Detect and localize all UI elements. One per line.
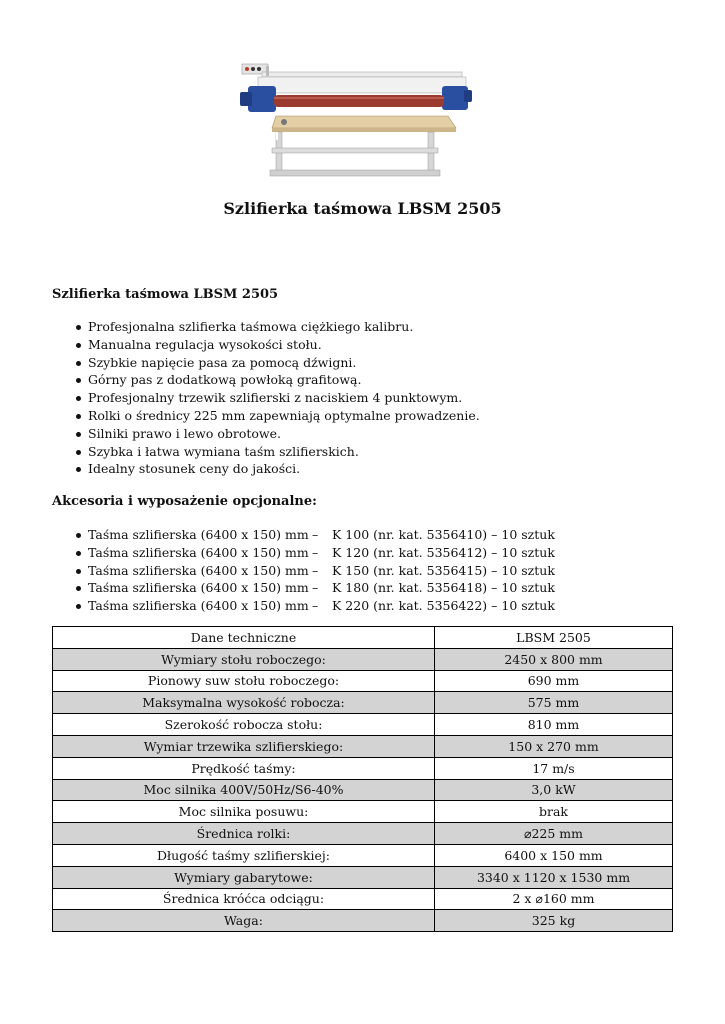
table-row	[53, 714, 673, 736]
table-row	[53, 735, 673, 757]
table-row	[53, 692, 673, 714]
table-cell: 575 mm	[435, 692, 673, 714]
list-item: Taśma szlifierska (6400 x 150) mm – K 180 (nr. kat. 5356418) – 10 sztuk	[88, 580, 555, 596]
table-row	[53, 648, 673, 670]
list-item: Górny pas z dodatkową powłoką grafitową.	[88, 371, 480, 389]
table-header-row	[53, 627, 673, 649]
table-header-cell: LBSM 2505	[435, 627, 673, 649]
list-item: Profesjonalna szlifierka taśmowa ciężkiego kalibru.	[88, 318, 480, 336]
list-item: Szybka i łatwa wymiana taśm szlifierskich.	[88, 443, 480, 461]
table-cell: Maksymalna wysokość robocza:	[53, 692, 435, 714]
table-cell: 150 x 270 mm	[435, 735, 673, 757]
table-cell: Moc silnika 400V/50Hz/S6-40%	[53, 779, 435, 801]
table-cell: Moc silnika posuwu:	[53, 801, 435, 823]
list-item: Taśma szlifierska (6400 x 150) mm – K 150 (nr. kat. 5356415) – 10 sztuk	[88, 562, 555, 578]
table-cell: 2450 x 800 mm	[435, 648, 673, 670]
section-heading: Szlifierka taśmowa LBSM 2505	[52, 287, 279, 302]
list-item: Taśma szlifierska (6400 x 150) mm – K 120 (nr. kat. 5356412) – 10 sztuk	[88, 544, 555, 560]
table-header-cell: Dane techniczne	[53, 627, 435, 649]
table-cell: Wymiar trzewika szlifierskiego:	[53, 735, 435, 757]
table-cell: Średnica rolki:	[53, 823, 435, 845]
features-list	[52, 318, 480, 478]
spec-table	[52, 626, 673, 932]
table-cell: 325 kg	[435, 910, 673, 932]
table-row	[53, 670, 673, 692]
list-item: Rolki o średnicy 225 mm zapewniają optymalne prowadzenie.	[88, 407, 480, 423]
table-row	[53, 823, 673, 845]
document-title: Szlifierka taśmowa LBSM 2505	[223, 199, 502, 218]
table-cell: Długość taśmy szlifierskiej:	[53, 844, 435, 866]
product-image	[236, 62, 476, 180]
table-row	[53, 779, 673, 801]
table-cell: Pionowy suw stołu roboczego:	[53, 670, 435, 692]
table-cell: Wymiary gabarytowe:	[53, 866, 435, 888]
table-cell: 810 mm	[435, 714, 673, 736]
list-item: Profesjonalny trzewik szlifierski z naciskiem 4 punktowym.	[88, 389, 480, 407]
table-row	[53, 801, 673, 823]
table-cell: Waga:	[53, 910, 435, 932]
table-cell: 6400 x 150 mm	[435, 844, 673, 866]
table-row	[53, 757, 673, 779]
table-row	[53, 910, 673, 932]
table-cell: 3340 x 1120 x 1530 mm	[435, 866, 673, 888]
table-cell: Prędkość taśmy:	[53, 757, 435, 779]
table-cell: 3,0 kW	[435, 779, 673, 801]
list-item: Silniki prawo i lewo obrotowe.	[88, 425, 480, 443]
table-cell: ⌀225 mm	[435, 823, 673, 845]
list-item: Taśma szlifierska (6400 x 150) mm – K 100 (nr. kat. 5356410) – 10 sztuk	[88, 527, 555, 542]
table-cell: Wymiary stołu roboczego:	[53, 648, 435, 670]
table-cell: brak	[435, 801, 673, 823]
table-cell: Szerokość robocza stołu:	[53, 714, 435, 736]
list-item: Taśma szlifierska (6400 x 150) mm – K 220 (nr. kat. 5356422) – 10 sztuk	[88, 598, 555, 614]
accessories-list	[52, 526, 555, 615]
list-item: Manualna regulacja wysokości stołu.	[88, 336, 480, 354]
table-row	[53, 888, 673, 910]
list-item: Idealny stosunek ceny do jakości.	[88, 460, 480, 478]
accessories-heading: Akcesoria i wyposażenie opcjonalne:	[52, 494, 317, 509]
table-cell: 17 m/s	[435, 757, 673, 779]
table-cell: 2 x ⌀160 mm	[435, 888, 673, 910]
table-cell: 690 mm	[435, 670, 673, 692]
table-row	[53, 866, 673, 888]
table-row	[53, 844, 673, 866]
list-item: Szybkie napięcie pasa za pomocą dźwigni.	[88, 354, 480, 372]
table-cell: Średnica króćca odciągu:	[53, 888, 435, 910]
